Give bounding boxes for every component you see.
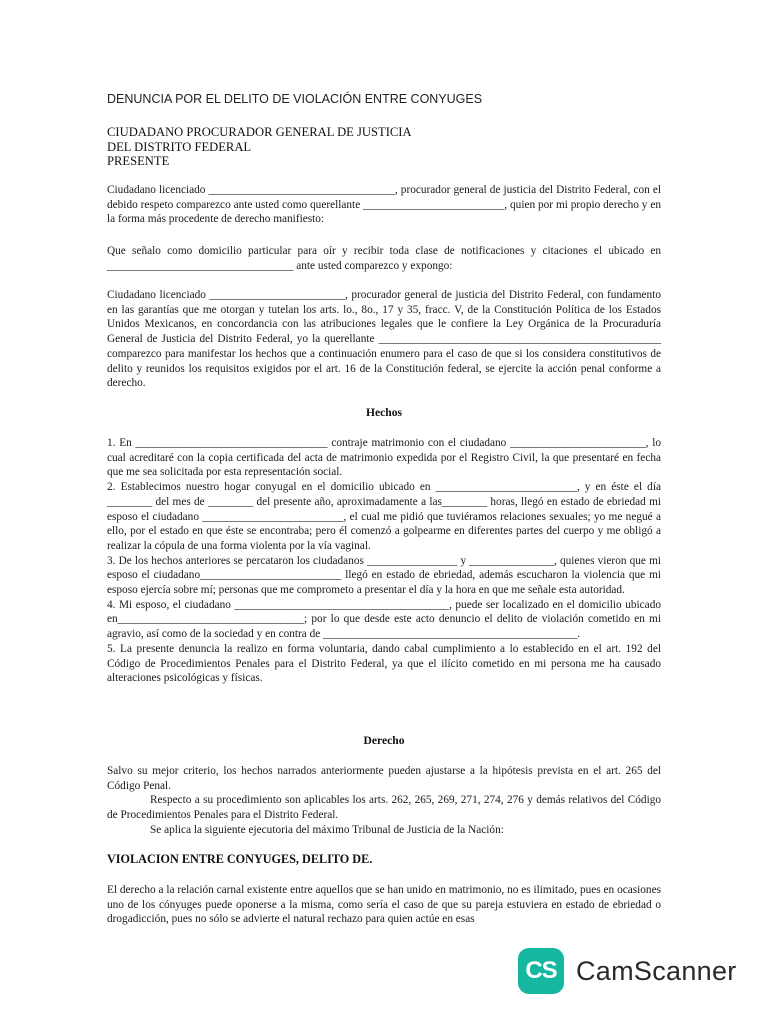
ejecutoria-heading: VIOLACION ENTRE CONYUGES, DELITO DE. <box>107 852 373 866</box>
intro-paragraph-2 <box>107 244 661 273</box>
derecho-heading: Derecho <box>363 734 405 747</box>
hecho-item: 5. La presente denuncia la realizo en forma voluntaria, dando cabal cumplimiento a lo establecido en el art. 192 del Código de Procedimientos Penales para el Distrito Federal, ya que el ilícito cometido en mi persona me ha causado alteraciones psicológicas y físicas. <box>107 642 661 685</box>
addressee-line: CIUDADANO PROCURADOR GENERAL DE JUSTICIA <box>107 125 412 139</box>
paragraph-text: Ciudadano licenciado ________________________, procurador general de justicia del Distrito Federal, con fundamento en las garantías que me otorgan y tutelan los arts. lo., 8o., 17 y 35, fracc. V, de la Constitución Política de los Estados Unidos Mexicanos, en concordancia con las atribuciones legales que le confiere la Ley Orgánica de la Procuraduría General de Justicia del Distrito Federal, yo la querellante __________________________________________________ comparezco para manifestar los hechos que a continuación enumero para el caso de que si los considera constitutivos de delito y reunidos los requisitos exigidos por el art. 16 de la Constitución federal, se ejercite la acción penal conforme a derecho. <box>107 289 661 390</box>
paragraph-text: Salvo su mejor criterio, los hechos narrados anteriormente pueden ajustarse a la hipótesis prevista en el art. 265 del Código Penal. <box>107 765 661 792</box>
paragraph-text: Ciudadano licenciado _________________________________, procurador general de justicia del Distrito Federal, con el debido respeto comparezco ante usted como querellante _________________________, quien por mi propio derecho y en la forma más procedente de derecho manifiesto: <box>107 184 661 226</box>
addressee-line: DEL DISTRITO FEDERAL <box>107 139 252 154</box>
hecho-item: 2. Establecimos nuestro hogar conyugal en el domicilio ubicado en _________________________, y en éste el día ________ del mes de ________ del presente año, aproximadamente a las________ horas, llegó en estado de ebriedad mi esposo el ciudadano _________________________, el cual me pidió que tuviéramos relaciones sexuales; yo me negué a ello, por el estado en que éste se encontraba; pero él comenzó a golpearme en diferentes partes del cuerpo y me obligó a realizar la cópula de una forma violenta por la vía vaginal. <box>107 481 661 552</box>
hecho-item: 4. Mi esposo, el ciudadano ______________________________________, puede ser localizado en el domicilio ubicado en_________________________________; por lo que desde este acto denuncio el delito de violación cometido en mi agravio, así como de la sociedad y en contra de _____________________________________________. <box>107 598 661 641</box>
hechos-list <box>107 436 661 686</box>
hechos-heading: Hechos <box>365 406 403 419</box>
paragraph-text: El derecho a la relación carnal existente entre aquellos que se han unido en matrimonio, no es ilimitado, pues en ocasiones uno de los cónyuges puede oponerse a la misma, como sería el caso de que su pareja estuviera en estado de ebriedad o drogadicción, pues no sólo se advierte el natural rechazo para quien actúe en esas <box>107 884 661 926</box>
camscanner-name: CamScanner <box>576 955 737 986</box>
derecho-body <box>107 764 661 838</box>
addressee-block <box>107 125 667 169</box>
paragraph-text: Que señalo como domicilio particular para oír y recibir toda clase de notificaciones y citaciones el ubicado en _________________________________ ante usted comparezco y expongo: <box>107 245 661 272</box>
ejecutoria-body <box>107 883 661 927</box>
paragraph-text: Se aplica la siguiente ejecutoria del máximo Tribunal de Justicia de la Nación: <box>150 823 504 836</box>
document-title: DENUNCIA POR EL DELITO DE VIOLACIÓN ENTRE CONYUGES <box>107 92 483 106</box>
hecho-item: 1. En __________________________________ contraje matrimonio con el ciudadano ________________________, lo cual acreditaré con la copia certificada del acta de matrimonio expedida por el Registro Civil, la que presentaré en fecha que me sea solicitada por esta representación social. <box>107 437 661 479</box>
intro-paragraph-1 <box>107 183 661 227</box>
camscanner-watermark <box>518 946 758 996</box>
hecho-item: 3. De los hechos anteriores se percataron los ciudadanos ________________ y _______________, quienes vieron que mi esposo el ciudadano_________________________ llegó en estado de ebriedad, además escucharon la violencia que mi esposo ejercía sobre mí; personas que me comprometo a presentar el día y la hora en que me señale esta autoridad. <box>107 554 661 597</box>
intro-paragraph-3 <box>107 288 661 391</box>
camscanner-logo-icon: CS <box>518 948 564 994</box>
addressee-line: PRESENTE <box>107 154 170 168</box>
paragraph-text: Respecto a su procedimiento son aplicables los arts. 262, 265, 269, 271, 274, 276 y demás relativos del Código de Procedimientos Penales para el Distrito Federal. <box>107 794 661 822</box>
